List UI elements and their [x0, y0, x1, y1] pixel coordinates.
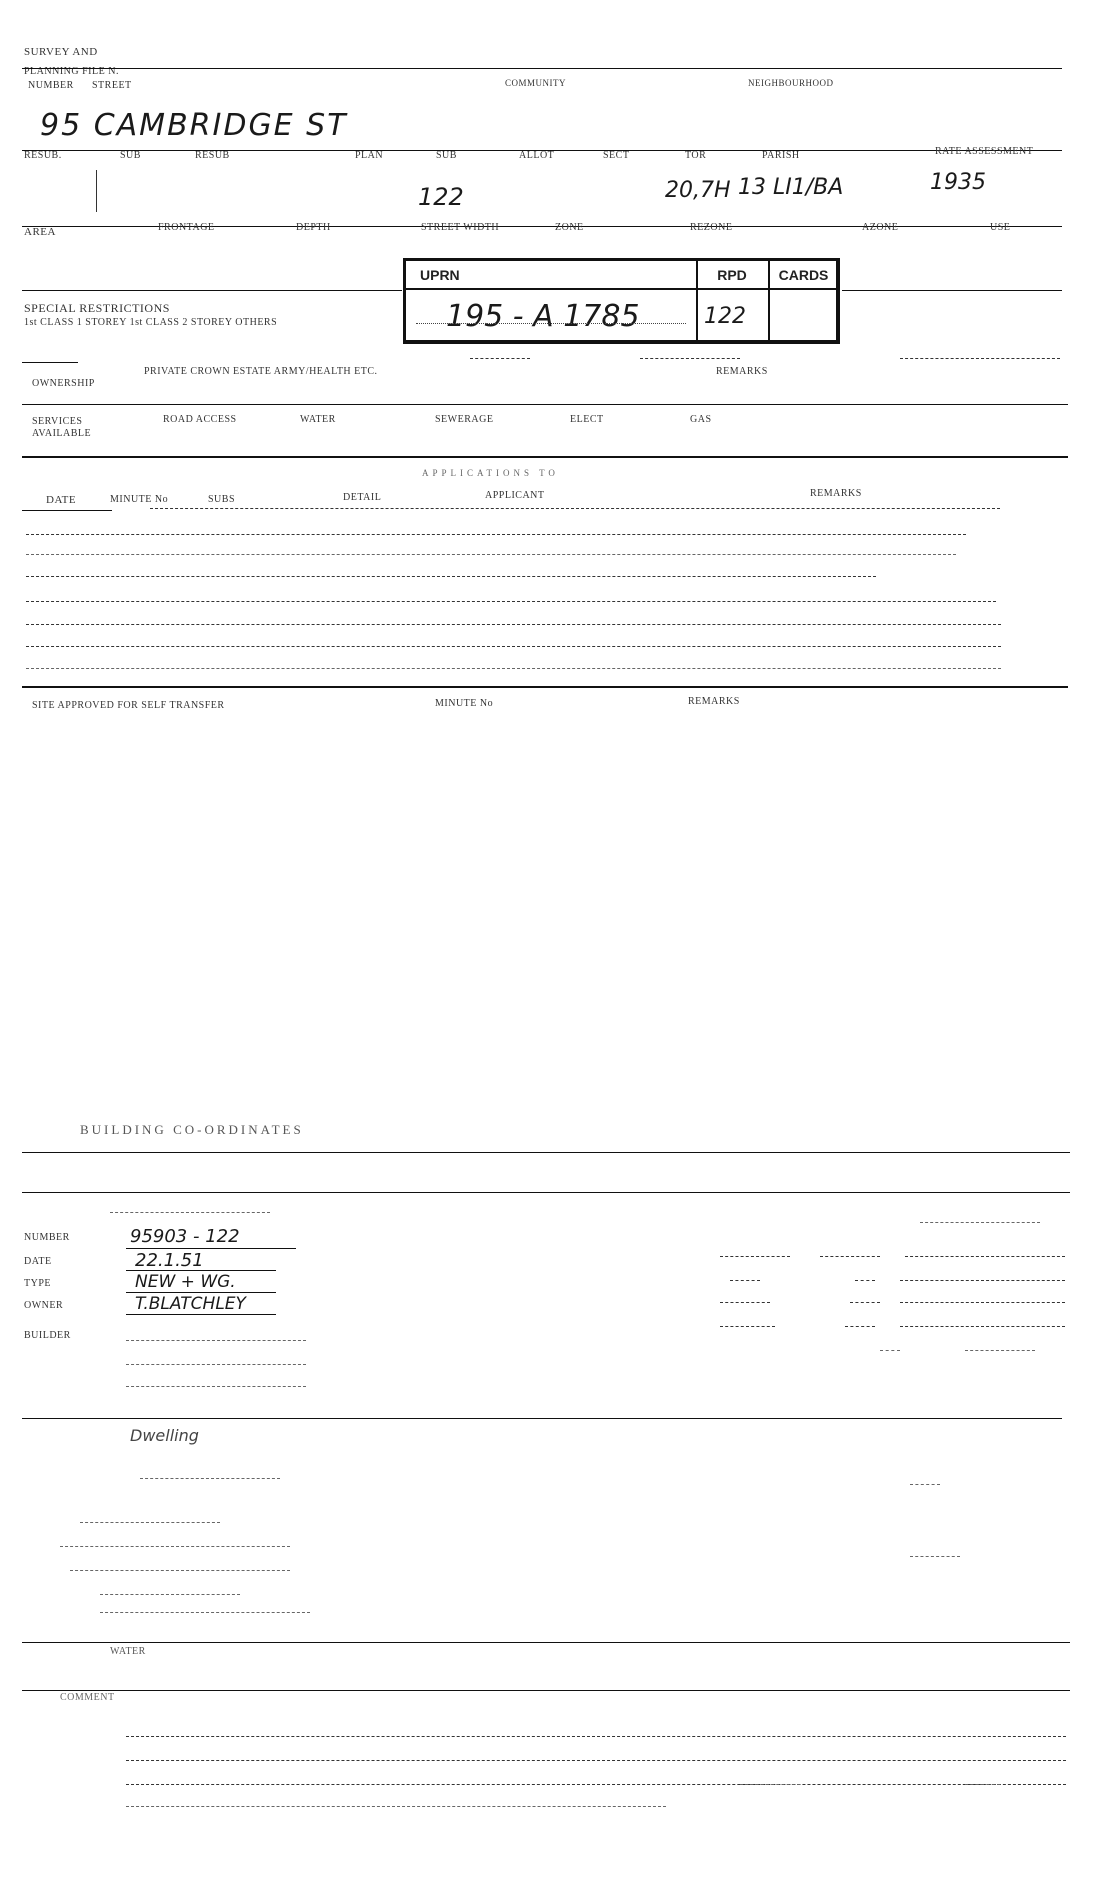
bottom-row-2: [126, 1760, 1066, 1761]
right-dash-4b: [845, 1326, 875, 1327]
app-row-5: [26, 624, 1001, 625]
right-dash-2a: [730, 1280, 760, 1281]
ownership-options: PRIVATE CROWN ESTATE ARMY/HEALTH ETC.: [144, 366, 378, 377]
resub-tick: [96, 170, 97, 212]
sewerage-label: SEWERAGE: [435, 414, 494, 425]
app-row-4: [26, 601, 996, 602]
uprn-divider-1: [696, 261, 698, 340]
uprn-label: UPRN: [406, 261, 696, 290]
number-field-label: NUMBER: [24, 1232, 70, 1243]
bottom-row-4b: [740, 1784, 800, 1785]
right-dash-3c: [900, 1302, 1065, 1303]
special-rule-right: [842, 290, 1062, 291]
uprn-divider-2: [768, 261, 770, 340]
resub-label: RESUB.: [24, 150, 62, 161]
site-approved-label: SITE APPROVED FOR SELF TRANSFER: [32, 700, 225, 711]
survey-label: SURVEY AND: [24, 46, 98, 58]
type-field-label: TYPE: [24, 1278, 51, 1289]
uprn-box: [403, 258, 840, 344]
right-dash-2c: [900, 1280, 1065, 1281]
app-row-0-date: [22, 510, 112, 511]
sub-label: SUB: [120, 150, 141, 161]
type-field-line: [126, 1292, 276, 1293]
area-label: AREA: [24, 226, 56, 238]
plan-value: 122: [418, 183, 464, 211]
bottom-rule-1: [22, 1152, 1070, 1153]
bottom-rule-2: [22, 1192, 1070, 1193]
col-detail: DETAIL: [343, 492, 382, 503]
extra-field-line-2: [126, 1386, 306, 1387]
sub2-label: SUB: [436, 150, 457, 161]
water-rule: [22, 1642, 1070, 1643]
owner-field-line: [126, 1314, 276, 1315]
rezone-label: REZONE: [690, 222, 733, 233]
remarks-label: REMARKS: [716, 366, 768, 377]
col-remarks: REMARKS: [810, 488, 862, 499]
right-dash-4c: [900, 1326, 1065, 1327]
azone-label: AZONE: [862, 222, 899, 233]
water-section-label: WATER: [110, 1646, 146, 1657]
number-field-line: [126, 1248, 296, 1249]
road-access-label: ROAD ACCESS: [163, 414, 237, 425]
rate-assessment-label: RATE ASSESSMENT: [935, 146, 1034, 157]
right-dash-1c: [905, 1256, 1065, 1257]
use-label: USE: [990, 222, 1011, 233]
builder-field-label: BUILDER: [24, 1330, 71, 1341]
bottom-dash-a: [110, 1212, 270, 1213]
uprn-value: 195 - A 1785: [446, 298, 640, 334]
number-field-value: 95903 - 122: [130, 1226, 240, 1247]
builder-field-line: [126, 1340, 306, 1341]
bottom-row-4c: [965, 1784, 1000, 1785]
dwelling-dash-5: [100, 1594, 240, 1595]
col-minute: MINUTE No: [110, 494, 169, 505]
applications-section-label: APPLICATIONS TO: [422, 468, 559, 478]
water-label: WATER: [300, 414, 336, 425]
neighbourhood-label: NEIGHBOURHOOD: [748, 78, 834, 88]
dwelling-dash-4: [70, 1570, 290, 1571]
special-rule-left: [22, 290, 402, 291]
classes-label: 1st CLASS 1 STOREY 1st CLASS 2 STOREY OTHERS: [24, 317, 278, 328]
bottom-row-3: [126, 1784, 1066, 1785]
zone-label: ZONE: [555, 222, 584, 233]
planning-file-label: PLANNING FILE N.: [24, 66, 119, 77]
dwelling-dash-r2: [910, 1556, 960, 1557]
app-row-6: [26, 646, 1001, 647]
app-row-2: [26, 554, 956, 555]
tor-label: TOR: [685, 150, 707, 161]
services-label-1: SERVICES: [32, 416, 83, 427]
bottom-row-4: [126, 1806, 666, 1807]
street-label: STREET: [92, 80, 132, 91]
gas-label: GAS: [690, 414, 712, 425]
header-rule: [22, 68, 1062, 69]
dwelling-dash-r1: [910, 1484, 940, 1485]
ownership-dash-3: [900, 358, 1060, 359]
right-dash-3a: [720, 1302, 770, 1303]
app-row-1: [26, 534, 966, 535]
right-dash-3b: [850, 1302, 880, 1303]
plan-label: PLAN: [355, 150, 384, 161]
extra-field-line-1: [126, 1364, 306, 1365]
right-dash-4a: [720, 1326, 775, 1327]
site-approved-rule: [22, 686, 1068, 688]
allot-label: ALLOT: [519, 150, 555, 161]
right-dash-2b: [855, 1280, 875, 1281]
number-label: NUMBER: [28, 80, 74, 91]
ownership-dash-1: [470, 358, 530, 359]
ownership-dash-2: [640, 358, 740, 359]
parish-label: PARISH: [762, 150, 800, 161]
site-remarks-label: REMARKS: [688, 696, 740, 707]
street-width-label: STREET WIDTH: [421, 222, 500, 233]
app-row-3: [26, 576, 876, 577]
right-dash-1a: [720, 1256, 790, 1257]
rpd-label: RPD: [696, 261, 768, 290]
ownership-rule-left: [22, 362, 78, 363]
resub2-label: RESUB: [195, 150, 230, 161]
date-field-line: [126, 1270, 276, 1271]
address-value: 95 CAMBRIDGE ST: [40, 108, 348, 143]
dwelling-dash-2: [80, 1522, 220, 1523]
sect-label: SECT: [603, 150, 630, 161]
depth-label: DEPTH: [296, 222, 331, 233]
applications-rule: [22, 456, 1068, 458]
comment-label: COMMENT: [60, 1692, 115, 1703]
owner-field-label: OWNER: [24, 1300, 64, 1311]
elect-label: ELECT: [570, 414, 604, 425]
col-applicant: APPLICANT: [485, 490, 545, 501]
services-rule: [22, 404, 1068, 405]
right-dash-5a: [880, 1350, 900, 1351]
parish-value: 13 LI1/BA: [738, 175, 844, 200]
rate-value: 1935: [930, 170, 986, 195]
app-row-7: [26, 668, 1001, 669]
dwelling-dash-1: [140, 1478, 280, 1479]
dwelling-dash-6: [100, 1612, 310, 1613]
ownership-label: OWNERSHIP: [32, 378, 95, 389]
uprn-dotted-line: [416, 323, 686, 324]
services-label-2: AVAILABLE: [32, 428, 92, 439]
date-field-label: DATE: [24, 1256, 52, 1267]
special-label: SPECIAL RESTRICTIONS: [24, 301, 170, 315]
dwelling-rule: [22, 1418, 1062, 1419]
bottom-row-1: [126, 1736, 1066, 1737]
comment-rule: [22, 1690, 1070, 1691]
building-card-title: BUILDING CO-ORDINATES: [80, 1122, 304, 1137]
dwelling-label: Dwelling: [130, 1426, 199, 1445]
col-date: DATE: [46, 494, 77, 506]
community-label: COMMUNITY: [505, 78, 567, 88]
bottom-dash-b: [920, 1222, 1040, 1223]
app-row-0: [150, 508, 1000, 509]
type-field-value: NEW + WG.: [135, 1272, 236, 1292]
rpd-value: 122: [704, 303, 746, 329]
right-dash-5b: [965, 1350, 1035, 1351]
cards-label: CARDS: [768, 261, 839, 290]
right-dash-1b: [820, 1256, 880, 1257]
date-field-value: 22.1.51: [135, 1250, 204, 1271]
sect-value: 20,7H: [665, 178, 731, 203]
owner-field-value: T.BLATCHLEY: [135, 1294, 246, 1314]
frontage-label: FRONTAGE: [158, 222, 215, 233]
site-minute-label: MINUTE No: [435, 698, 494, 709]
dwelling-dash-3: [60, 1546, 290, 1547]
col-subs: SUBS: [208, 494, 236, 505]
